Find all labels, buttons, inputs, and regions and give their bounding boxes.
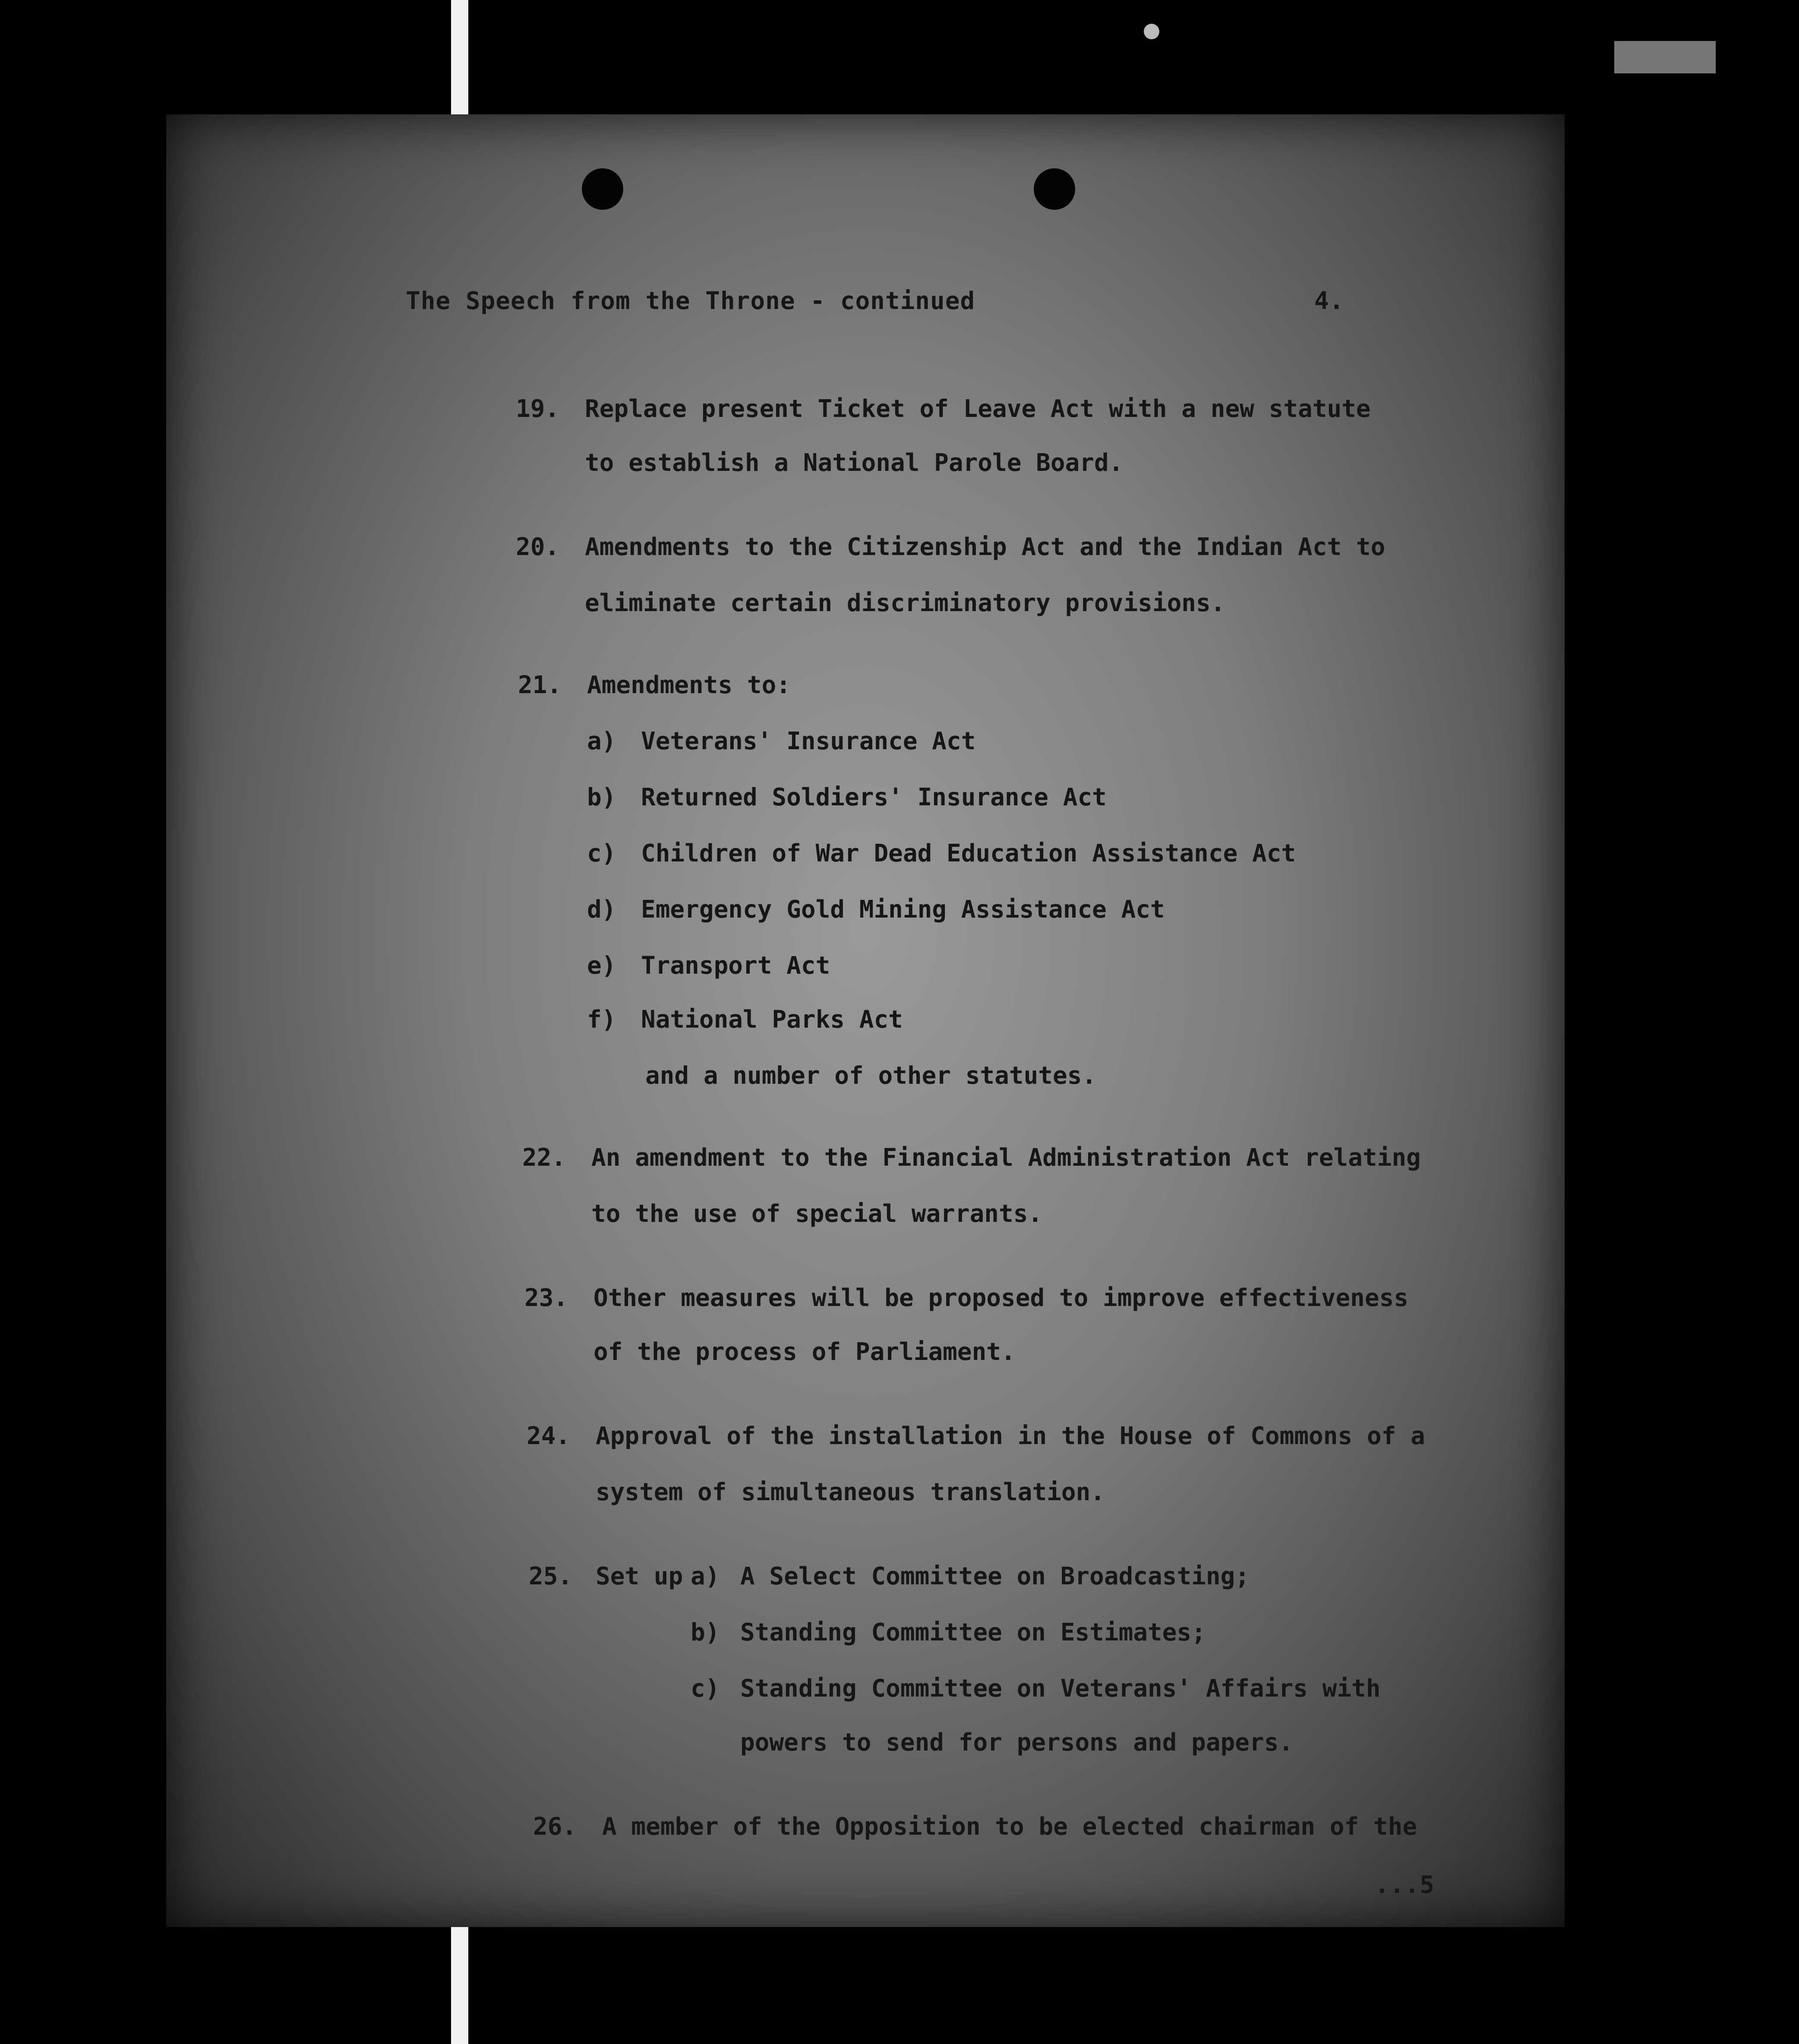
item-line: to the use of special warrants. xyxy=(591,1200,1043,1228)
item-number: 25. xyxy=(529,1562,573,1590)
punch-hole-right xyxy=(1034,168,1075,210)
sub-item-letter: a) xyxy=(691,1562,720,1590)
item-line: A member of the Opposition to be elected chairman of the xyxy=(602,1813,1417,1841)
item-number: 24. xyxy=(527,1422,571,1450)
item-number: 19. xyxy=(516,395,560,423)
item-line: eliminate certain discriminatory provisions. xyxy=(585,589,1225,617)
sub-item-letter: c) xyxy=(691,1675,720,1703)
item-line: Approval of the installation in the House of Commons of a xyxy=(596,1422,1425,1450)
sub-item-text: Emergency Gold Mining Assistance Act xyxy=(641,896,1165,924)
item-number: 23. xyxy=(524,1284,568,1312)
film-strip-top xyxy=(451,0,468,114)
page-number: 4. xyxy=(1314,287,1345,315)
punch-hole-left xyxy=(582,168,623,210)
item-number: 26. xyxy=(533,1813,577,1841)
item-line: powers to send for persons and papers. xyxy=(740,1729,1294,1757)
frame-mark xyxy=(1614,41,1716,73)
item-number: 20. xyxy=(516,533,560,561)
continuation-marker: ...5 xyxy=(1375,1871,1435,1899)
sub-item-letter: e) xyxy=(587,952,616,980)
item-line: Amendments to the Citizenship Act and the Indian Act to xyxy=(585,533,1386,561)
sub-item-letter: b) xyxy=(587,783,616,811)
item-line: to establish a National Parole Board. xyxy=(585,449,1124,477)
item-line: Other measures will be proposed to improve effectiveness xyxy=(593,1284,1409,1312)
sub-item-letter: f) xyxy=(587,1006,616,1034)
frame-dot xyxy=(1144,24,1159,39)
page-header-title: The Speech from the Throne - continued xyxy=(406,287,975,315)
item-line: Amendments to: xyxy=(587,671,791,699)
sub-item-text: Transport Act xyxy=(641,952,830,980)
sub-item-letter: c) xyxy=(587,839,616,867)
sub-item-text: Returned Soldiers' Insurance Act xyxy=(641,783,1107,811)
document-page xyxy=(166,114,1565,1927)
sub-item-text: Standing Committee on Estimates; xyxy=(740,1618,1206,1647)
item-number: 21. xyxy=(518,671,562,699)
sub-item-text: Children of War Dead Education Assistance Act xyxy=(641,839,1296,867)
item-number: 22. xyxy=(522,1144,566,1172)
item-line: An amendment to the Financial Administration Act relating xyxy=(591,1144,1421,1172)
film-strip-bottom xyxy=(451,1927,468,2044)
sub-item-letter: b) xyxy=(691,1618,720,1647)
sub-item-text: Veterans' Insurance Act xyxy=(641,727,976,755)
sub-item-letter: a) xyxy=(587,727,616,755)
item-line: and a number of other statutes. xyxy=(645,1062,1097,1090)
sub-item-text: Standing Committee on Veterans' Affairs with xyxy=(740,1675,1381,1703)
item-line: of the process of Parliament. xyxy=(593,1338,1016,1366)
item-line: Replace present Ticket of Leave Act with a new statute xyxy=(585,395,1371,423)
sub-item-text: A Select Committee on Broadcasting; xyxy=(740,1562,1250,1590)
sub-item-letter: d) xyxy=(587,896,616,924)
item-line: system of simultaneous translation. xyxy=(596,1478,1105,1506)
sub-item-text: National Parks Act xyxy=(641,1006,903,1034)
item-line: Set up xyxy=(596,1562,683,1590)
